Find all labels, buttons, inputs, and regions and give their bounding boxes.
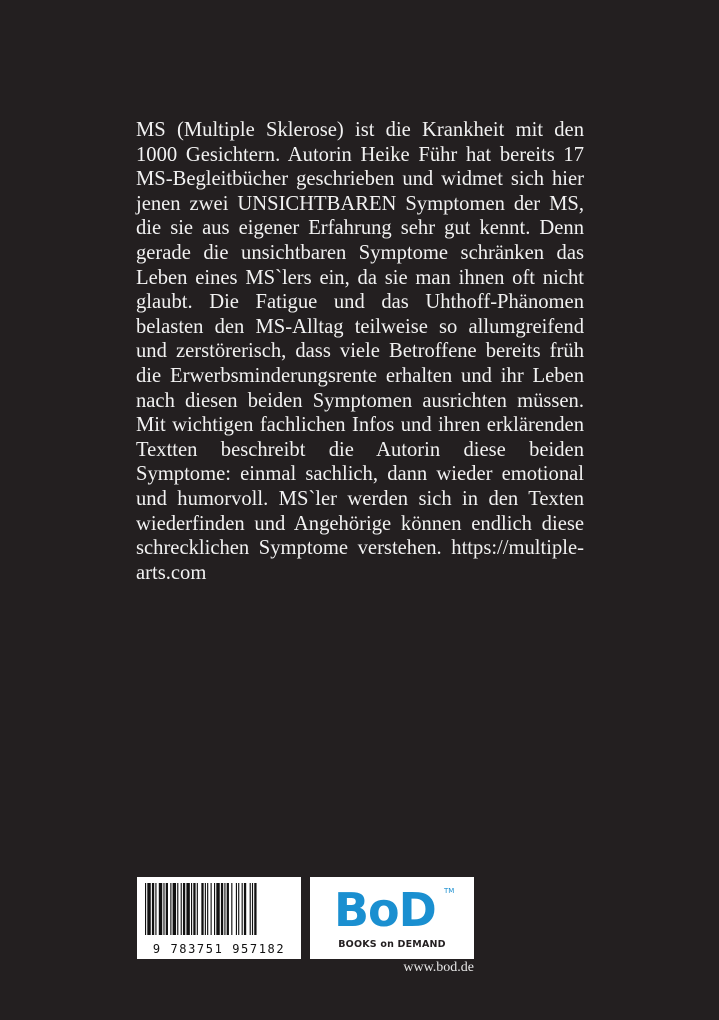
barcode-bar — [193, 883, 195, 935]
barcode-bar — [173, 883, 176, 935]
publisher-tagline: BOOKS on DEMAND — [338, 939, 446, 950]
barcode-bar — [145, 883, 146, 935]
barcode-bar — [170, 883, 171, 935]
barcode-bar — [227, 883, 229, 935]
barcode-bar — [231, 883, 232, 935]
barcode-bar — [181, 883, 182, 935]
barcode-bar — [205, 883, 206, 935]
publisher-logo-box — [310, 877, 474, 959]
barcode-bars — [145, 883, 293, 935]
publisher-website: www.bod.de — [403, 960, 474, 975]
barcode-bar — [186, 883, 189, 935]
barcode-bar — [250, 883, 251, 935]
barcode-bar — [224, 883, 225, 935]
barcode-bar — [197, 883, 198, 935]
back-cover-blurb: MS (Multiple Sklerose) ist die Krankheit mit den 1000 Gesichtern. Autorin Heike Führ hat bereits 17 MS-Begleitbücher geschrieben und widmet sich hier jenen zwei UNSICHTBAREN Symptomen der MS, die sie aus eigener Erfahrung sehr gut kennt. Denn gerade die unsichtbaren Symptome schränken das Leben eines MS`lers ein, da sie man ihnen oft nicht glaubt. Die Fatigue und das Uhthoff-Phänomen belasten den MS-Alltag teilweise so allumgreifend und zerstörerisch, dass viele Betroffene bereits früh die Erwerbsminderungsrente erhalten und ihr Leben nach diesen beiden Symptomen ausrichten müssen. Mit wichtigen fachlichen Infos und ihren erklärenden Textten beschreibt die Autorin diese beiden Symptome: einmal sachlich, dann wieder emotional und humorvoll. MS`ler werden sich in den Texten wiederfinden und Angehörige können endlich diese schrecklichen Symptome verstehen. https://multiple-arts.com — [136, 119, 584, 584]
barcode-bar — [152, 883, 154, 935]
barcode-bar — [177, 883, 178, 935]
barcode-bar — [216, 883, 219, 935]
isbn-number: 9 783751 957182 — [152, 942, 286, 956]
isbn-barcode — [137, 877, 301, 959]
barcode-bar — [166, 883, 168, 935]
barcode-bar — [214, 883, 215, 935]
trademark-mark: TM — [444, 887, 455, 895]
barcode-bar — [252, 883, 253, 935]
barcode-bar — [155, 883, 156, 935]
barcode-bar — [244, 883, 246, 935]
barcode-bar — [211, 883, 212, 935]
barcode-bar — [183, 883, 185, 935]
bod-logo: BoD — [334, 883, 436, 937]
barcode-bar — [201, 883, 203, 935]
barcode-bar — [207, 883, 208, 935]
barcode-bar — [221, 883, 223, 935]
barcode-bar — [163, 883, 164, 935]
barcode-bar — [242, 883, 243, 935]
barcode-bar — [147, 883, 150, 935]
barcode-bar — [236, 883, 237, 935]
barcode-bar — [238, 883, 239, 935]
barcode-bar — [191, 883, 192, 935]
barcode-bar — [159, 883, 162, 935]
barcode-bar — [254, 883, 256, 935]
